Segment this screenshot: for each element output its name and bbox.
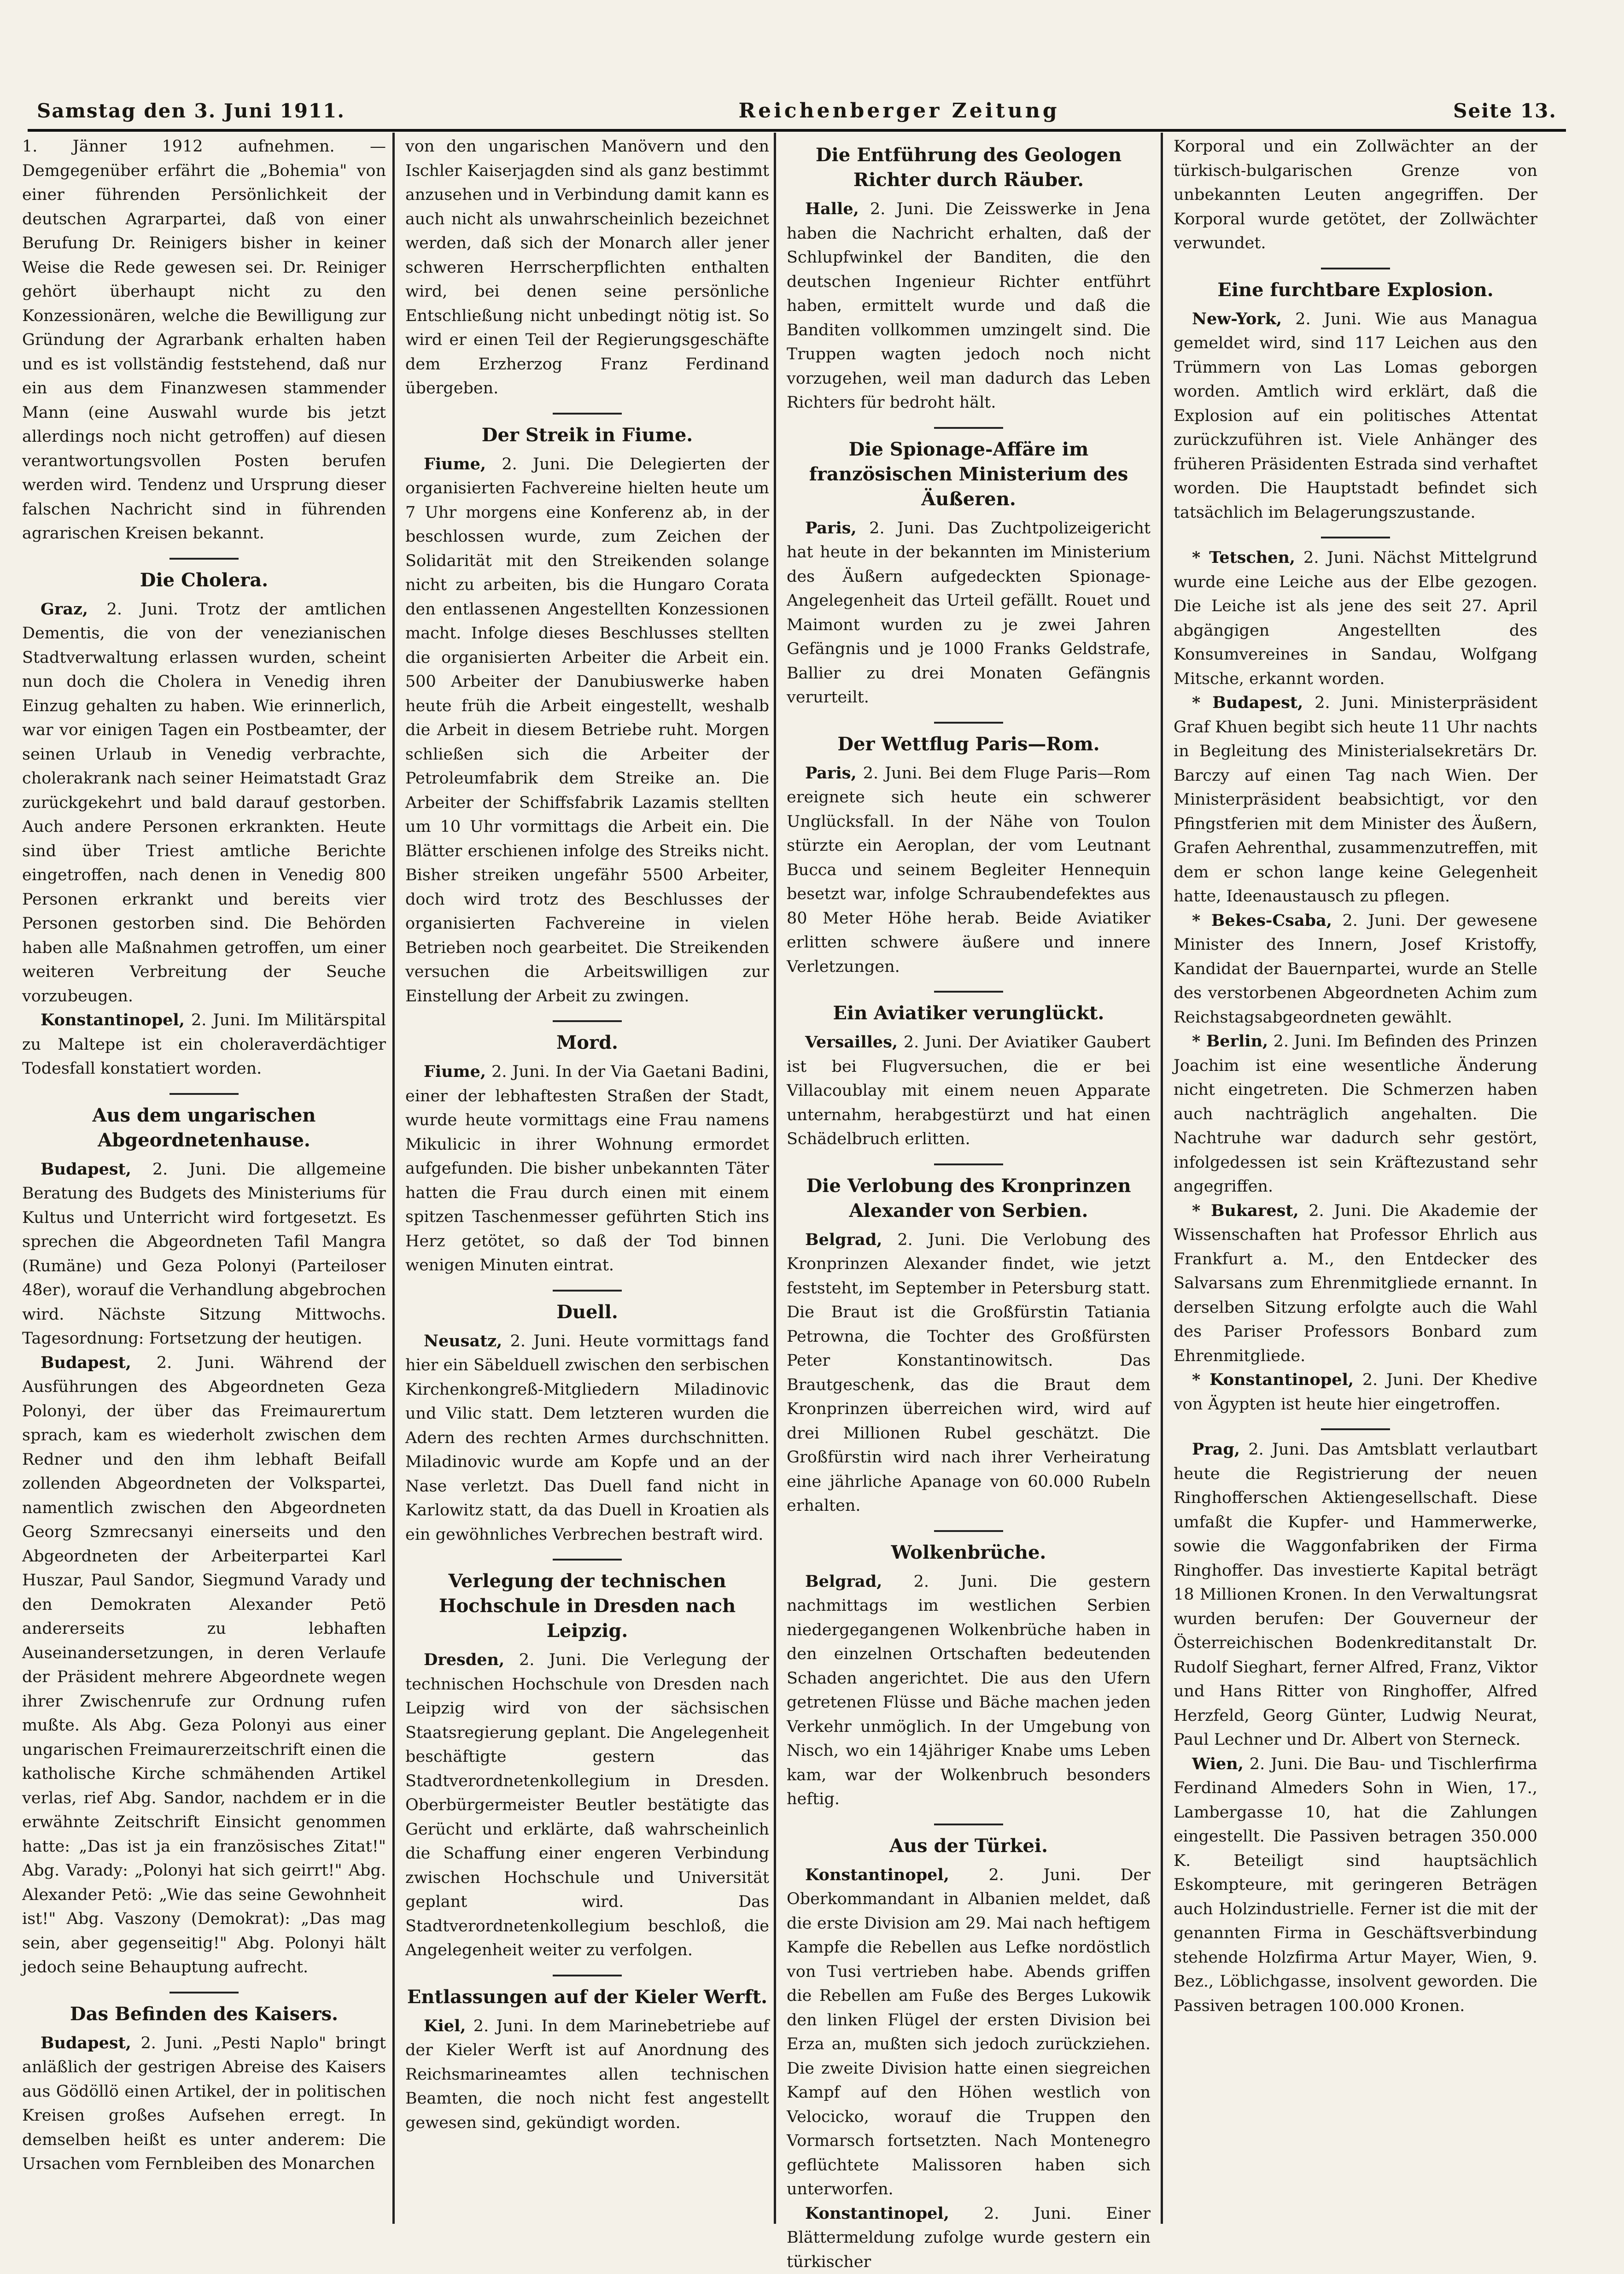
- article-separator: [934, 1530, 1003, 1532]
- article-paragraph: [1174, 1368, 1537, 1416]
- dateline: Fiume,: [424, 455, 486, 474]
- dateline: Fiume,: [424, 1062, 486, 1081]
- article-heading: Die Entführung des Geologen Richter durch Räuber.: [787, 143, 1151, 193]
- article-separator: [934, 427, 1003, 429]
- dateline: Konstantinopel,: [805, 1865, 949, 1884]
- dateline: Halle,: [805, 199, 859, 218]
- column-4: [1174, 134, 1537, 2216]
- article-separator: [934, 1163, 1003, 1165]
- dateline: Konstantinopel,: [805, 2204, 949, 2223]
- article-separator: [169, 1992, 239, 1993]
- article-text: 2. Juni. Im Militärspital zu Maltepe ist ein choleraverdächtiger Todesfall konstatiert worden.: [22, 1011, 386, 1078]
- article-paragraph: [1174, 546, 1537, 691]
- article-text: 2. Juni. Heute vormittags fand hier ein Säbelduell zwischen den serbischen Kirchenkongreß-Mitgliedern Miladinovic und Vilic statt. Dem letzteren wurden die Adern des rechten Armes durchschnitten. Miladinovic wurde am Kopfe und an der Nase verletzt. Das Duell fand nicht in Karlowitz statt, da das Duell in Kroatien als ein gewöhnliches Verbrechen bestraft wird.: [405, 1332, 769, 1544]
- dateline: Versailles,: [805, 1033, 898, 1052]
- article-paragraph: Korporal und ein Zollwächter an der türkisch-bulgarischen Grenze von unbekannten Leuten angegriffen. Der Korporal wurde getötet, der Zollwächter verwundet.: [1174, 134, 1537, 256]
- article-heading: Mord.: [405, 1030, 769, 1055]
- article-paragraph: [22, 1008, 386, 1081]
- article-text: 2. Juni. Die Verlegung der technischen Hochschule von Dresden nach Leipzig wird von der sächsischen Staatsregierung geplant. Die Angelegenheit beschäftigte gestern das Stadtverordnetenkollegium in Dresden. Oberbürgermeister Beutler bestätigte das Gerücht und erklärte, daß wahrscheinlich die Schaffung einer engeren Verbindung zwischen Hochschule und Universität geplant wird. Das Stadtverordnetenkollegium beschloß, die Angelegenheit weiter zu verfolgen.: [405, 1651, 769, 1959]
- article-paragraph: [405, 1648, 769, 1963]
- article-paragraph: [22, 2031, 386, 2176]
- dateline: Neusatz,: [424, 1332, 502, 1350]
- dateline: * Konstantinopel,: [1192, 1370, 1354, 1389]
- article-text: 2. Juni. Die Verlobung des Kronprinzen Alexander findet, wie jetzt feststeht, im September in Petersburg statt. Die Braut ist die Großfürstin Tatiania Petrowna, die Tochter des Großfürsten Peter Konstantinowitsch. Das Brautgeschenk, das die Braut dem Kronprinzen überreichen wird, wird auf drei Millionen Rubel geschätzt. Die Großfürstin wird nach ihrer Verheiratung eine jährliche Apanage von 60.000 Rubeln erhalten.: [787, 1231, 1151, 1515]
- article-separator: [934, 722, 1003, 724]
- dateline: Budapest,: [41, 1353, 131, 1372]
- article-paragraph: [22, 1157, 386, 1351]
- article-text: 2. Juni. Die allgemeine Beratung des Budgets des Ministeriums für Kultus und Unterricht wird fortgesetzt. Es sprechen die Abgeordneten Tafil Mangra (Rumäne) und Geza Polonyi (Parteiloser 48er), worauf die Verhandlung abgebrochen wird. Nächste Sitzung Mittwochs. Tagesordnung: Fortsetzung der heutigen.: [22, 1160, 386, 1348]
- article-paragraph: [22, 1351, 386, 1980]
- article-text: 2. Juni. Der Khedive von Ägypten ist heute hier eingetroffen.: [1174, 1371, 1537, 1414]
- article-text: 2. Juni. Die Bau- und Tischlerfirma Ferdinand Almeders Sohn in Wien, 17., Lambergasse 10, hat die Zahlungen eingestellt. Die Passiven betragen 350.000 K. Beteiligt sind hauptsächlich Eskompteure, mit geringeren Beträgen auch Holzindustrielle. Ferner ist die mit der genannten Firma in Geschäftsverbindung stehende Holzfirma Artur Mayer, Wien, 9. Bez., Löblichgasse, insolvent geworden. Die Passiven betragen 100.000 Kronen.: [1174, 1755, 1537, 2015]
- article-paragraph: [1174, 1199, 1537, 1368]
- article-text: 2. Juni. Ministerpräsident Graf Khuen begibt sich heute 11 Uhr nachts in Begleitung des Ministerialsekretärs Dr. Barczy auf einen Tag nach Wien. Der Ministerpräsident beabsichtigt, vor den Pfingstferien mit dem Minister des Äußern, Grafen Aehrenthal, zusammenzutreffen, mit dem er schon lange keine Gelegenheit hatte, Ideenaustausch zu pflegen.: [1174, 694, 1537, 906]
- column-divider: [774, 133, 776, 2224]
- dateline: * Tetschen,: [1192, 548, 1295, 567]
- article-paragraph: 1. Jänner 1912 aufnehmen. — Demgegenüber erfährt die „Bohemia" von einer führenden Persönlichkeit der deutschen Agrarpartei, daß von einer Berufung Dr. Reinigers bisher in keiner Weise die Rede gewesen sei. Dr. Reiniger gehört überhaupt nicht zu den Konzessionären, welche die Bewilligung zur Gründung der Agrarbank erhalten haben und es ist vollständig feststehend, daß nur ein aus dem Finanzwesen stammender Mann (eine Auswahl wurde bis jetzt allerdings noch nicht getroffen) auf diesen verantwortungsvollen Posten berufen werden wird. Tendenz und Ursprung dieser falschen Nachricht sind in führenden agrarischen Kreisen bekannt.: [22, 134, 386, 546]
- article-text: 2. Juni. In der Via Gaetani Badini, einer der lebhaftesten Straßen der Stadt, wurde heute vormittags eine Frau namens Mikulicic in ihrer Wohnung ermordet aufgefunden. Die bisher unbekannten Täter hatten die Frau durch einen mit einem spitzen Taschenmesser geführten Stich ins Herz getötet, so daß der Tod binnen wenigen Minuten eintrat.: [405, 1063, 769, 1274]
- header-page-number: Seite 13.: [1453, 99, 1557, 122]
- dateline: Paris,: [805, 764, 857, 783]
- article-separator: [553, 413, 622, 415]
- article-text: 2. Juni. Der Oberkommandant in Albanien meldet, daß die erste Division am 29. Mai nach heftigem Kampfe die Rebellen aus Lefke nordöstlich von Tusi vertrieben habe. Abends griffen die Rebellen am Fuße des Berges Lukowik den linken Flügel der ersten Division bei Erza an, mußten sich jedoch zurückziehen. Die zweite Division hatte einen siegreichen Kampf auf den Höhen westlich von Velocicko, worauf die Truppen den Vormarsch fortsetzten. Nach Montenegro geflüchtete Malissoren haben sich unterworfen.: [787, 1866, 1151, 2199]
- article-paragraph: [787, 761, 1151, 979]
- article-heading: Die Cholera.: [22, 568, 386, 593]
- article-heading: Entlassungen auf der Kieler Werft.: [405, 1985, 769, 2010]
- article-separator: [169, 558, 239, 560]
- dateline: * Budapest,: [1192, 693, 1303, 712]
- article-paragraph: [405, 2014, 769, 2135]
- masthead: [37, 94, 1557, 127]
- article-paragraph: [787, 1863, 1151, 2202]
- article-text: 2. Juni. In dem Marinebetriebe auf der Kieler Werft ist auf Anordnung des Reichsmarineamtes allen technischen Beamten, die noch nicht fest angestellt gewesen sind, gekündigt worden.: [405, 2017, 769, 2132]
- article-text: 2. Juni. Das Amtsblatt verlautbart heute die Registrierung der neuen Ringhofferschen Aktiengesellschaft. Diese umfaßt die Kupfer- und Hammerwerke, sowie die Waggonfabriken der Firma Ringhoffer. Das investierte Kapital beträgt 18 Millionen Kronen. In den Verwaltungsrat wurden berufen: Der Gouverneur der Österreichischen Bodenkreditanstalt Dr. Rudolf Sieghart, ferner Alfred, Franz, Viktor und Hans Ritter von Ringhoffer, Alfred Herzfeld, Georg Günter, Ludwig Neurat, Paul Lechner und Dr. Albert von Sterneck.: [1174, 1440, 1537, 1749]
- article-heading: Das Befinden des Kaisers.: [22, 2002, 386, 2027]
- article-text: 2. Juni. Im Befinden des Prinzen Joachim ist eine wesentliche Änderung nicht eingetreten. Die Schmerzen haben auch nachträglich angehalten. Die Nachtruhe war dadurch sehr gestört, infolgedessen ist sein Kräftezustand sehr angegriffen.: [1174, 1032, 1537, 1196]
- dateline: Wien,: [1192, 1754, 1244, 1773]
- dateline: Prag,: [1192, 1440, 1240, 1459]
- article-text: 2. Juni. Die Delegierten der organisierten Fachvereine hielten heute um 7 Uhr morgens eine Konferenz ab, in der beschlossen wurde, zum Zeichen der Solidarität mit den Streikenden solange nicht zu arbeiten, bis die Hungaro Corata den entlassenen Angestellten Konzessionen macht. Infolge dieses Beschlusses stellten die organisierten Arbeiter die Arbeit ein. 500 Arbeiter der Danubiuswerke haben heute früh die Arbeit eingestellt, weshalb die Arbeit in diesem Betriebe ruht. Morgen schließen sich die Arbeiter der Petroleumfabrik dem Streike an. Die Arbeiter der Schiffsfabrik Lazamis stellten um 10 Uhr vormittags die Arbeit ein. Die Blätter erschienen infolge des Streiks nicht. Bisher streiken ungefähr 5500 Arbeiter, doch wird trotz des Beschlusses der organisierten Fachvereine in vielen Betrieben noch gearbeitet. Die Streikenden versuchen die Arbeitswilligen zur Einstellung der Arbeit zu zwingen.: [405, 455, 769, 1005]
- article-text: 2. Juni. Der Aviatiker Gaubert ist bei Flugversuchen, die er bei Villacoublay mit einem neuen Apparate unternahm, herabgestürzt und hat einen Schädelbruch erlitten.: [787, 1033, 1151, 1148]
- dateline: Paris,: [805, 519, 857, 538]
- dateline: * Bukarest,: [1192, 1201, 1299, 1220]
- column-3: [787, 134, 1151, 2216]
- article-separator: [1321, 268, 1390, 269]
- dateline: Belgrad,: [805, 1572, 882, 1591]
- dateline: Budapest,: [41, 2034, 131, 2052]
- article-heading: Aus dem ungarischen Abgeordnetenhause.: [22, 1103, 386, 1153]
- column-2: [405, 134, 769, 2216]
- article-paragraph: [787, 197, 1151, 415]
- article-text: 2. Juni. Nächst Mittelgrund wurde eine Leiche aus der Elbe gezogen. Die Leiche ist als jene des seit 27. April abgängigen Angestellten des Konsumvereines in Sandau, Wolfgang Mitsche, erkannt worden.: [1174, 549, 1537, 688]
- article-paragraph: [1174, 1438, 1537, 1752]
- dateline: Dresden,: [424, 1650, 504, 1669]
- article-separator: [169, 1093, 239, 1095]
- article-separator: [1321, 537, 1390, 538]
- header-rule: [28, 129, 1566, 132]
- article-text: 2. Juni. Trotz der amtlichen Dementis, die von der venezianischen Stadtverwaltung erlassen wurden, scheint nun doch die Cholera in Venedig ihren Einzug gehalten zu haben. Wie erinnerlich, war vor einigen Tagen ein Postbeamter, der seinen Urlaub in Venedig verbrachte, cholerakrank nach seiner Heimatstadt Graz zurückgekehrt und bald darauf gestorben. Auch andere Personen erkrankten. Heute sind über Triest amtliche Berichte eingetroffen, nach denen in Venedig 800 Personen erkrankt und bereits vier Personen gestorben sind. Die Behörden haben alle Maßnahmen getroffen, um einer weiteren Verbreitung der Seuche vorzubeugen.: [22, 600, 386, 1005]
- article-heading: Eine furchtbare Explosion.: [1174, 278, 1537, 303]
- dateline: Kiel,: [424, 2017, 466, 2035]
- dateline: * Bekes-Csaba,: [1192, 911, 1332, 930]
- article-heading: Der Streik in Fiume.: [405, 423, 769, 448]
- article-paragraph: [1174, 1029, 1537, 1199]
- article-separator: [934, 1824, 1003, 1825]
- header-title: Reichenberger Zeitung: [739, 99, 1060, 123]
- article-text: 2. Juni. Das Zuchtpolizeigericht hat heute in der bekannten im Ministerium des Äußern aufgedeckten Spionage-Angelegenheit das Urteil gefällt. Rouet und Maimont wurden zu je zwei Jahren Gefängnis und je 1000 Franks Geldstrafe, Ballier zu drei Monaten Gefängnis verurteilt.: [787, 519, 1151, 707]
- column-1: [22, 134, 386, 2216]
- article-separator: [553, 1559, 622, 1561]
- dateline: * Berlin,: [1192, 1032, 1268, 1051]
- article-paragraph: [787, 1030, 1151, 1152]
- article-paragraph: [787, 516, 1151, 710]
- article-paragraph: [787, 2202, 1151, 2274]
- article-text: 2. Juni. Während der Ausführungen des Abgeordneten Geza Polonyi, der über das Freimaurertum sprach, kam es wiederholt zwischen dem Redner und den ihm lebhaft Beifall zollenden Abgeordneten der Volkspartei, namentlich zwischen den Abgeordneten Georg Szmrecsanyi einerseits und den Abgeordneten der Arbeiterpartei Karl Huszar, Paul Sandor, Siegmund Varady und den Demokraten Alexander Petö andererseits zu lebhaften Auseinandersetzungen, in deren Verlaufe der Präsident mehrere Abgeordnete wegen ihrer Zwischenrufe zur Ordnung rufen mußte. Als Abg. Geza Polonyi aus einer ungarischen Freimaurerzeitschrift einen die katholische Kirche schmähenden Artikel verlas, rief Abg. Sandor, nachdem er in die erwähnte Zeitschrift Einsicht genommen hatte: „Das ist ja ein französisches Zitat!" Abg. Varady: „Polonyi hat sich geirrt!" Abg. Alexander Petö: „Wie das seine Gewohnheit ist!" Abg. Vaszony (Demokrat): „Das mag sein, aber gegenseitig!" Abg. Polonyi hält jedoch seine Behauptung aufrecht.: [22, 1354, 386, 1977]
- article-heading: Die Spionage-Affäre im französischen Ministerium des Äußeren.: [787, 437, 1151, 512]
- article-paragraph: von den ungarischen Manövern und den Ischler Kaiserjagden sind als ganz bestimmt anzusehen und in Verbindung damit kann es auch nicht als unwahrscheinlich bezeichnet werden, daß sich der Monarch aller jener schweren Herrscherpflichten enthalten wird, bei denen seine persönliche Entschließung nicht unbedingt nötig ist. So wird er einen Teil der Regierungsgeschäfte dem Erzherzog Franz Ferdinand übergeben.: [405, 134, 769, 401]
- article-text: 2. Juni. Bei dem Fluge Paris—Rom ereignete sich heute ein schwerer Unglücksfall. In der Nähe von Toulon stürzte ein Aeroplan, der vom Leutnant Bucca und seinem Begleiter Hennequin besetzt war, infolge Schraubendefektes aus 80 Meter Höhe herab. Beide Aviatiker erlitten schwere äußere und innere Verletzungen.: [787, 764, 1151, 976]
- article-paragraph: [1174, 1752, 1537, 2018]
- article-heading: Die Verlobung des Kronprinzen Alexander von Serbien.: [787, 1174, 1151, 1223]
- article-heading: Ein Aviatiker verunglückt.: [787, 1001, 1151, 1026]
- article-paragraph: [405, 1060, 769, 1278]
- header-date: Samstag den 3. Juni 1911.: [37, 99, 345, 122]
- article-separator: [553, 1020, 622, 1022]
- dateline: New-York,: [1192, 310, 1282, 328]
- article-paragraph: [1174, 909, 1537, 1030]
- article-text: 2. Juni. Die Zeisswerke in Jena haben die Nachricht erhalten, daß der Schlupfwinkel der Banditen, die den deutschen Ingenieur Richter entführt haben, ermittelt wurde und daß die Banditen vollkommen umzingelt sind. Die Truppen wagten jedoch noch nicht vorzugehen, weil man dadurch das Leben Richters für bedroht hält.: [787, 200, 1151, 412]
- article-paragraph: [22, 597, 386, 1009]
- dateline: Belgrad,: [805, 1230, 882, 1249]
- dateline: Graz,: [41, 600, 88, 619]
- article-separator: [553, 1975, 622, 1976]
- column-divider: [392, 133, 395, 2224]
- dateline: Konstantinopel,: [41, 1011, 185, 1029]
- article-heading: Verlegung der technischen Hochschule in Dresden nach Leipzig.: [405, 1569, 769, 1643]
- dateline: Budapest,: [41, 1160, 131, 1179]
- article-paragraph: [787, 1228, 1151, 1518]
- article-heading: Duell.: [405, 1300, 769, 1325]
- article-paragraph: [1174, 307, 1537, 525]
- article-text: 2. Juni. Wie aus Managua gemeldet wird, sind 117 Leichen aus den Trümmern von Las Lomas geborgen worden. Amtlich wird erklärt, daß die Explosion auf ein politisches Attentat zurückzuführen ist. Viele Anhänger des früheren Präsidenten Estrada sind verhaftet worden. Die Hauptstadt befindet sich tatsächlich im Belagerungszustande.: [1174, 310, 1537, 522]
- article-separator: [1321, 1428, 1390, 1430]
- article-text: 2. Juni. Die gestern nachmittags im westlichen Serbien niedergegangenen Wolkenbrüche haben in den einzelnen Ortschaften bedeutenden Schaden angerichtet. Die aus den Ufern getretenen Flüsse und Bäche machen jeden Verkehr unmöglich. In der Umgebung von Nisch, wo ein 14jähriger Knabe ums Leben kam, war der Wolkenbruch besonders heftig.: [787, 1573, 1151, 1809]
- column-divider: [1161, 133, 1163, 2224]
- article-text: 2. Juni. Die Akademie der Wissenschaften hat Professor Ehrlich aus Frankfurt a. M., den Entdecker des Salvarsans zum Ehrenmitgliede ernannt. In derselben Sitzung erfolgte auch die Wahl des Pariser Professors Bonbard zum Ehrenmitgliede.: [1174, 1202, 1537, 1365]
- article-text: 2. Juni. Einer Blättermeldung zufolge wurde gestern ein türkischer: [787, 2204, 1151, 2271]
- article-heading: Der Wettflug Paris—Rom.: [787, 732, 1151, 757]
- article-separator: [934, 991, 1003, 993]
- article-heading: Aus der Türkei.: [787, 1834, 1151, 1859]
- article-text: 2. Juni. Der gewesene Minister des Innern, Josef Kristoffy, Kandidat der Bauernpartei, wurde an Stelle des verstorbenen Abgeordneten Achim zum Reichstagsabgeordneten gewählt.: [1174, 912, 1537, 1027]
- article-paragraph: [405, 452, 769, 1009]
- article-heading: Wolkenbrüche.: [787, 1540, 1151, 1565]
- article-paragraph: [405, 1329, 769, 1547]
- article-separator: [553, 1290, 622, 1292]
- article-paragraph: [787, 1570, 1151, 1812]
- article-paragraph: [1174, 691, 1537, 909]
- article-text: 2. Juni. „Pesti Naplo" bringt anläßlich der gestrigen Abreise des Kaisers aus Gödöllö einen Artikel, der in politischen Kreisen großes Aufsehen erregt. In demselben heißt es unter anderem: Die Ursachen vom Fernbleiben des Monarchen: [22, 2034, 386, 2174]
